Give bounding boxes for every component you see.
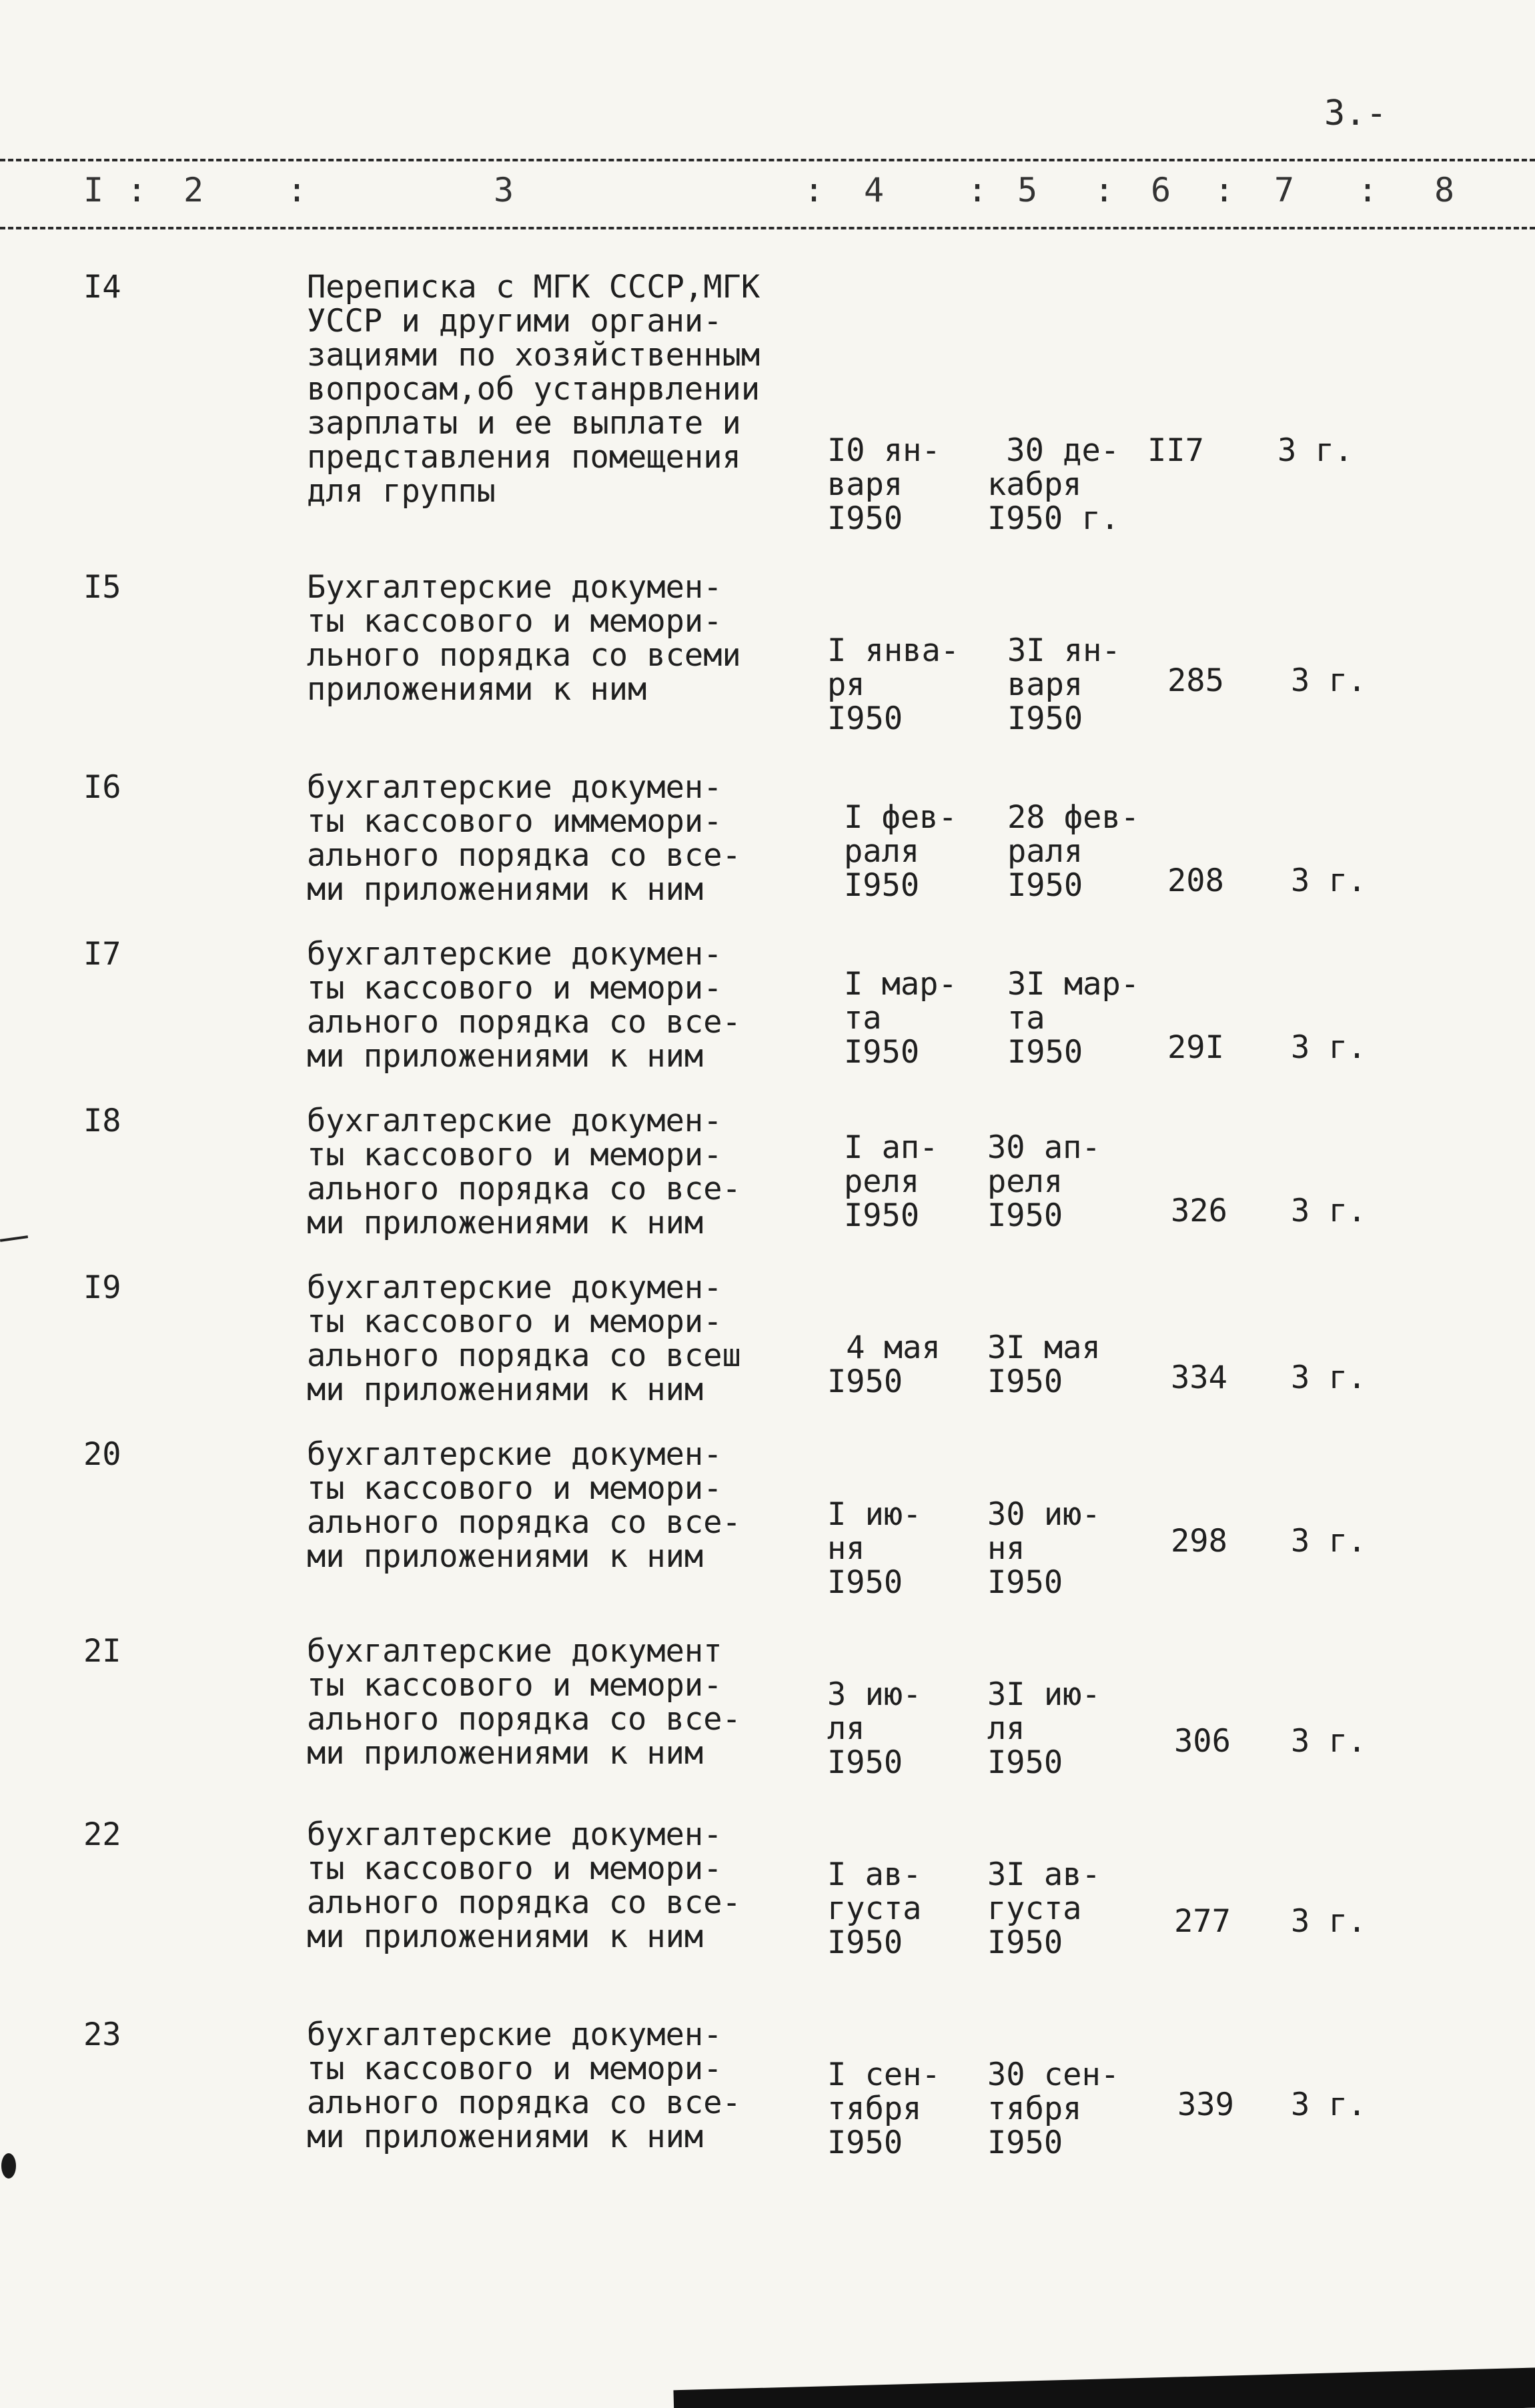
row-number: 23: [83, 2016, 121, 2053]
row-end-date-line: I950: [1007, 1034, 1083, 1071]
row-retention-term: 3 г.: [1291, 1903, 1367, 1940]
row-sheet-count: 298: [1171, 1523, 1227, 1560]
row-description-line: ты кассового и мемори-: [307, 1303, 722, 1340]
row-description-line: ми приложениями к ним: [307, 1038, 704, 1075]
row-description-line: бухгалтерские докумен-: [307, 936, 722, 973]
scan-edge-shadow: [673, 2366, 1535, 2408]
row-start-date-line: I0 ян-: [827, 432, 941, 469]
row-start-date-line: реля: [844, 1163, 920, 1200]
row-retention-term: 3 г.: [1291, 862, 1367, 899]
row-number: I8: [83, 1103, 121, 1139]
row-end-date: [987, 1858, 1101, 1960]
row-description-line: зациями по хозяйственным: [307, 337, 760, 374]
row-end-date-line: I950: [987, 1564, 1063, 1601]
row-start-date-line: I950: [827, 500, 903, 537]
row-end-date: [987, 1331, 1101, 1399]
column-separator: :: [1094, 171, 1115, 209]
row-start-date: [827, 434, 941, 536]
row-end-date-line: 28 фев-: [1007, 799, 1140, 836]
row-start-date: [827, 1858, 921, 1960]
row-end-date-line: 3I мая: [987, 1329, 1101, 1366]
row-end-date-line: I950: [987, 1744, 1063, 1781]
row-description-line: бухгалтерские докумен-: [307, 1103, 722, 1139]
row-end-date: [987, 1678, 1101, 1780]
column-header-3: 3: [494, 171, 514, 209]
row-description: [307, 1271, 741, 1407]
row-start-date: [844, 800, 957, 902]
row-number: I4: [83, 269, 121, 306]
row-description-line: зарплаты и ее выплате и: [307, 405, 741, 442]
row-end-date-line: та: [1007, 1000, 1045, 1037]
column-header-1: I: [83, 171, 104, 209]
row-end-date: [987, 434, 1119, 536]
row-description-line: ми приложениями к ним: [307, 1918, 704, 1955]
row-end-date-line: 30 де-: [987, 432, 1120, 469]
row-description-line: ты кассового и мемори-: [307, 603, 722, 640]
row-description-line: ты кассового и мемори-: [307, 1470, 722, 1507]
row-start-date-line: густа: [827, 1890, 922, 1927]
row-description: [307, 1437, 741, 1574]
row-end-date-line: I950: [1007, 700, 1083, 737]
row-end-date-line: реля: [987, 1163, 1063, 1200]
row-end-date-line: ня: [987, 1530, 1025, 1567]
row-description-line: представления помещения: [307, 439, 741, 476]
row-number: 20: [83, 1436, 121, 1473]
row-end-date: [987, 2058, 1119, 2160]
row-sheet-count: 334: [1171, 1359, 1227, 1396]
row-start-date-line: та: [844, 1000, 882, 1037]
row-end-date-line: тября: [987, 2090, 1082, 2127]
row-sheet-count: 208: [1167, 862, 1224, 899]
header-bottom-dashed-rule: [0, 227, 1535, 229]
row-start-date-line: I950: [827, 700, 903, 737]
row-start-date: [844, 967, 957, 1069]
row-end-date-line: раля: [1007, 833, 1083, 870]
row-start-date-line: I950: [827, 1564, 903, 1601]
row-start-date-line: 4 мая: [827, 1329, 941, 1366]
row-description-line: УССР и другими органи-: [307, 303, 722, 340]
row-description-line: ми приложениями к ним: [307, 2119, 704, 2155]
row-end-date-line: кабря: [987, 466, 1082, 503]
row-start-date-line: I ап-: [844, 1129, 939, 1166]
page-number: 3.-: [1324, 93, 1387, 133]
row-description-line: ми приложениями к ним: [307, 1735, 704, 1772]
row-description-line: Бухгалтерские докумен-: [307, 569, 722, 606]
row-description-line: бухгалтерские докумен-: [307, 2016, 722, 2053]
row-end-date-line: ля: [987, 1710, 1025, 1747]
column-separator: :: [127, 171, 147, 209]
row-description-line: ального порядка со все-: [307, 1504, 741, 1541]
column-separator: :: [804, 171, 825, 209]
column-header-6: 6: [1151, 171, 1171, 209]
row-end-date-line: 3I мар-: [1007, 966, 1140, 1003]
row-description-line: бухгалтерские докумен-: [307, 769, 722, 806]
margin-pen-stroke: [0, 1235, 28, 1242]
row-description: [307, 270, 760, 508]
row-start-date: [827, 1678, 921, 1780]
row-end-date-line: 30 сен-: [987, 2056, 1120, 2093]
column-header-8: 8: [1434, 171, 1455, 209]
row-description: [307, 1818, 741, 1954]
row-start-date-line: I950: [844, 1034, 920, 1071]
row-sheet-count: II7: [1147, 432, 1204, 469]
row-start-date: [827, 1497, 921, 1600]
row-description-line: ты кассового и мемори-: [307, 1667, 722, 1704]
row-start-date-line: I950: [827, 2125, 903, 2161]
row-start-date-line: I фев-: [844, 799, 957, 836]
row-start-date-line: раля: [844, 833, 920, 870]
row-number: 2I: [83, 1633, 121, 1670]
row-start-date: [844, 1131, 938, 1233]
row-end-date: [1007, 800, 1139, 902]
row-end-date-line: 30 ап-: [987, 1129, 1101, 1166]
row-description-line: ального порядка со всеш: [307, 1337, 741, 1374]
row-description-line: льного порядка со всеми: [307, 637, 741, 674]
row-sheet-count: 29I: [1167, 1029, 1224, 1066]
row-start-date-line: тября: [827, 2090, 922, 2127]
row-description-line: бухгалтерские докумен-: [307, 1436, 722, 1473]
row-start-date-line: I янва-: [827, 632, 960, 669]
row-start-date-line: I950: [827, 1744, 903, 1781]
row-start-date-line: I сен-: [827, 2056, 941, 2093]
row-description-line: вопросам,об устанрвлении: [307, 371, 760, 408]
row-end-date-line: густа: [987, 1890, 1082, 1927]
row-start-date: [827, 1331, 941, 1399]
row-retention-term: 3 г.: [1291, 1359, 1367, 1396]
row-description-line: ми приложениями к ним: [307, 1205, 704, 1241]
row-start-date-line: ря: [827, 666, 865, 703]
row-description-line: бухгалтерские документ: [307, 1633, 722, 1670]
row-sheet-count: 306: [1174, 1723, 1231, 1760]
row-end-date-line: I950: [987, 1197, 1063, 1234]
column-header-7: 7: [1274, 171, 1295, 209]
row-description: [307, 770, 741, 907]
column-separator: :: [1214, 171, 1235, 209]
row-end-date: [1007, 634, 1121, 736]
row-end-date: [987, 1497, 1101, 1600]
row-start-date-line: 3 ию-: [827, 1676, 922, 1713]
row-number: I5: [83, 569, 121, 606]
row-start-date-line: ня: [827, 1530, 865, 1567]
row-start-date-line: ля: [827, 1710, 865, 1747]
row-description-line: ми приложениями к ним: [307, 1371, 704, 1408]
row-description-line: ального порядка со все-: [307, 1171, 741, 1207]
row-end-date: [1007, 967, 1139, 1069]
column-header-5: 5: [1017, 171, 1038, 209]
row-description-line: ального порядка со все-: [307, 1004, 741, 1041]
row-description-line: бухгалтерские докумен-: [307, 1816, 722, 1853]
row-start-date-line: I950: [827, 1363, 903, 1400]
row-sheet-count: 285: [1167, 662, 1224, 699]
column-header-2: 2: [183, 171, 204, 209]
row-end-date-line: 3I ян-: [1007, 632, 1121, 669]
row-end-date-line: I950: [1007, 867, 1083, 904]
row-start-date-line: I950: [844, 1197, 920, 1234]
row-end-date-line: I950 г.: [987, 500, 1120, 537]
row-start-date-line: I950: [827, 1924, 903, 1961]
row-retention-term: 3 г.: [1277, 432, 1354, 469]
row-number: I7: [83, 936, 121, 973]
row-sheet-count: 339: [1177, 2086, 1234, 2123]
row-start-date-line: I мар-: [844, 966, 957, 1003]
row-number: I9: [83, 1269, 121, 1306]
row-retention-term: 3 г.: [1291, 1523, 1367, 1560]
row-description-line: ты кассового и мемори-: [307, 970, 722, 1007]
row-description-line: ального порядка со все-: [307, 2084, 741, 2121]
row-sheet-count: 326: [1171, 1193, 1227, 1229]
row-retention-term: 3 г.: [1291, 1029, 1367, 1066]
row-end-date-line: I950: [987, 1924, 1063, 1961]
row-description-line: ми приложениями к ним: [307, 1538, 704, 1575]
header-top-dashed-rule: [0, 159, 1535, 161]
row-description-line: бухгалтерские докумен-: [307, 1269, 722, 1306]
row-end-date-line: 3I ию-: [987, 1676, 1101, 1713]
row-number: I6: [83, 769, 121, 806]
row-start-date-line: I950: [844, 867, 920, 904]
row-end-date-line: I950: [987, 2125, 1063, 2161]
row-description-line: ми приложениями к ним: [307, 871, 704, 908]
row-description-line: ального порядка со все-: [307, 1884, 741, 1921]
column-separator: :: [287, 171, 308, 209]
row-description-line: ты кассового и мемори-: [307, 1850, 722, 1887]
row-retention-term: 3 г.: [1291, 1193, 1367, 1229]
row-description: [307, 1634, 741, 1770]
row-description-line: Переписка с МГК СССР,МГК: [307, 269, 760, 306]
row-description-line: ты кассового и мемори-: [307, 1137, 722, 1173]
row-end-date-line: варя: [1007, 666, 1083, 703]
row-description: [307, 937, 741, 1073]
row-description: [307, 1104, 741, 1240]
row-description-line: ты кассового иммемори-: [307, 803, 722, 840]
row-sheet-count: 277: [1174, 1903, 1231, 1940]
column-separator: :: [967, 171, 988, 209]
row-end-date-line: 3I ав-: [987, 1856, 1101, 1893]
row-end-date: [987, 1131, 1101, 1233]
row-retention-term: 3 г.: [1291, 1723, 1367, 1760]
row-description: [307, 2018, 741, 2154]
row-description-line: ты кассового и мемори-: [307, 2050, 722, 2087]
row-end-date-line: 30 ию-: [987, 1496, 1101, 1533]
row-end-date-line: I950: [987, 1363, 1063, 1400]
row-retention-term: 3 г.: [1291, 2086, 1367, 2123]
row-start-date: [827, 634, 959, 736]
row-number: 22: [83, 1816, 121, 1853]
row-retention-term: 3 г.: [1291, 662, 1367, 699]
row-description-line: для группы: [307, 473, 496, 510]
row-description: [307, 570, 741, 706]
column-header-4: 4: [864, 171, 885, 209]
row-description-line: ального порядка со все-: [307, 1701, 741, 1738]
margin-ink-blot: [1, 2153, 16, 2179]
row-start-date-line: I ав-: [827, 1856, 922, 1893]
row-start-date-line: варя: [827, 466, 903, 503]
row-start-date-line: I ию-: [827, 1496, 922, 1533]
row-start-date: [827, 2058, 941, 2160]
row-description-line: ального порядка со все-: [307, 837, 741, 874]
row-description-line: приложениями к ним: [307, 671, 647, 708]
column-separator: :: [1358, 171, 1378, 209]
